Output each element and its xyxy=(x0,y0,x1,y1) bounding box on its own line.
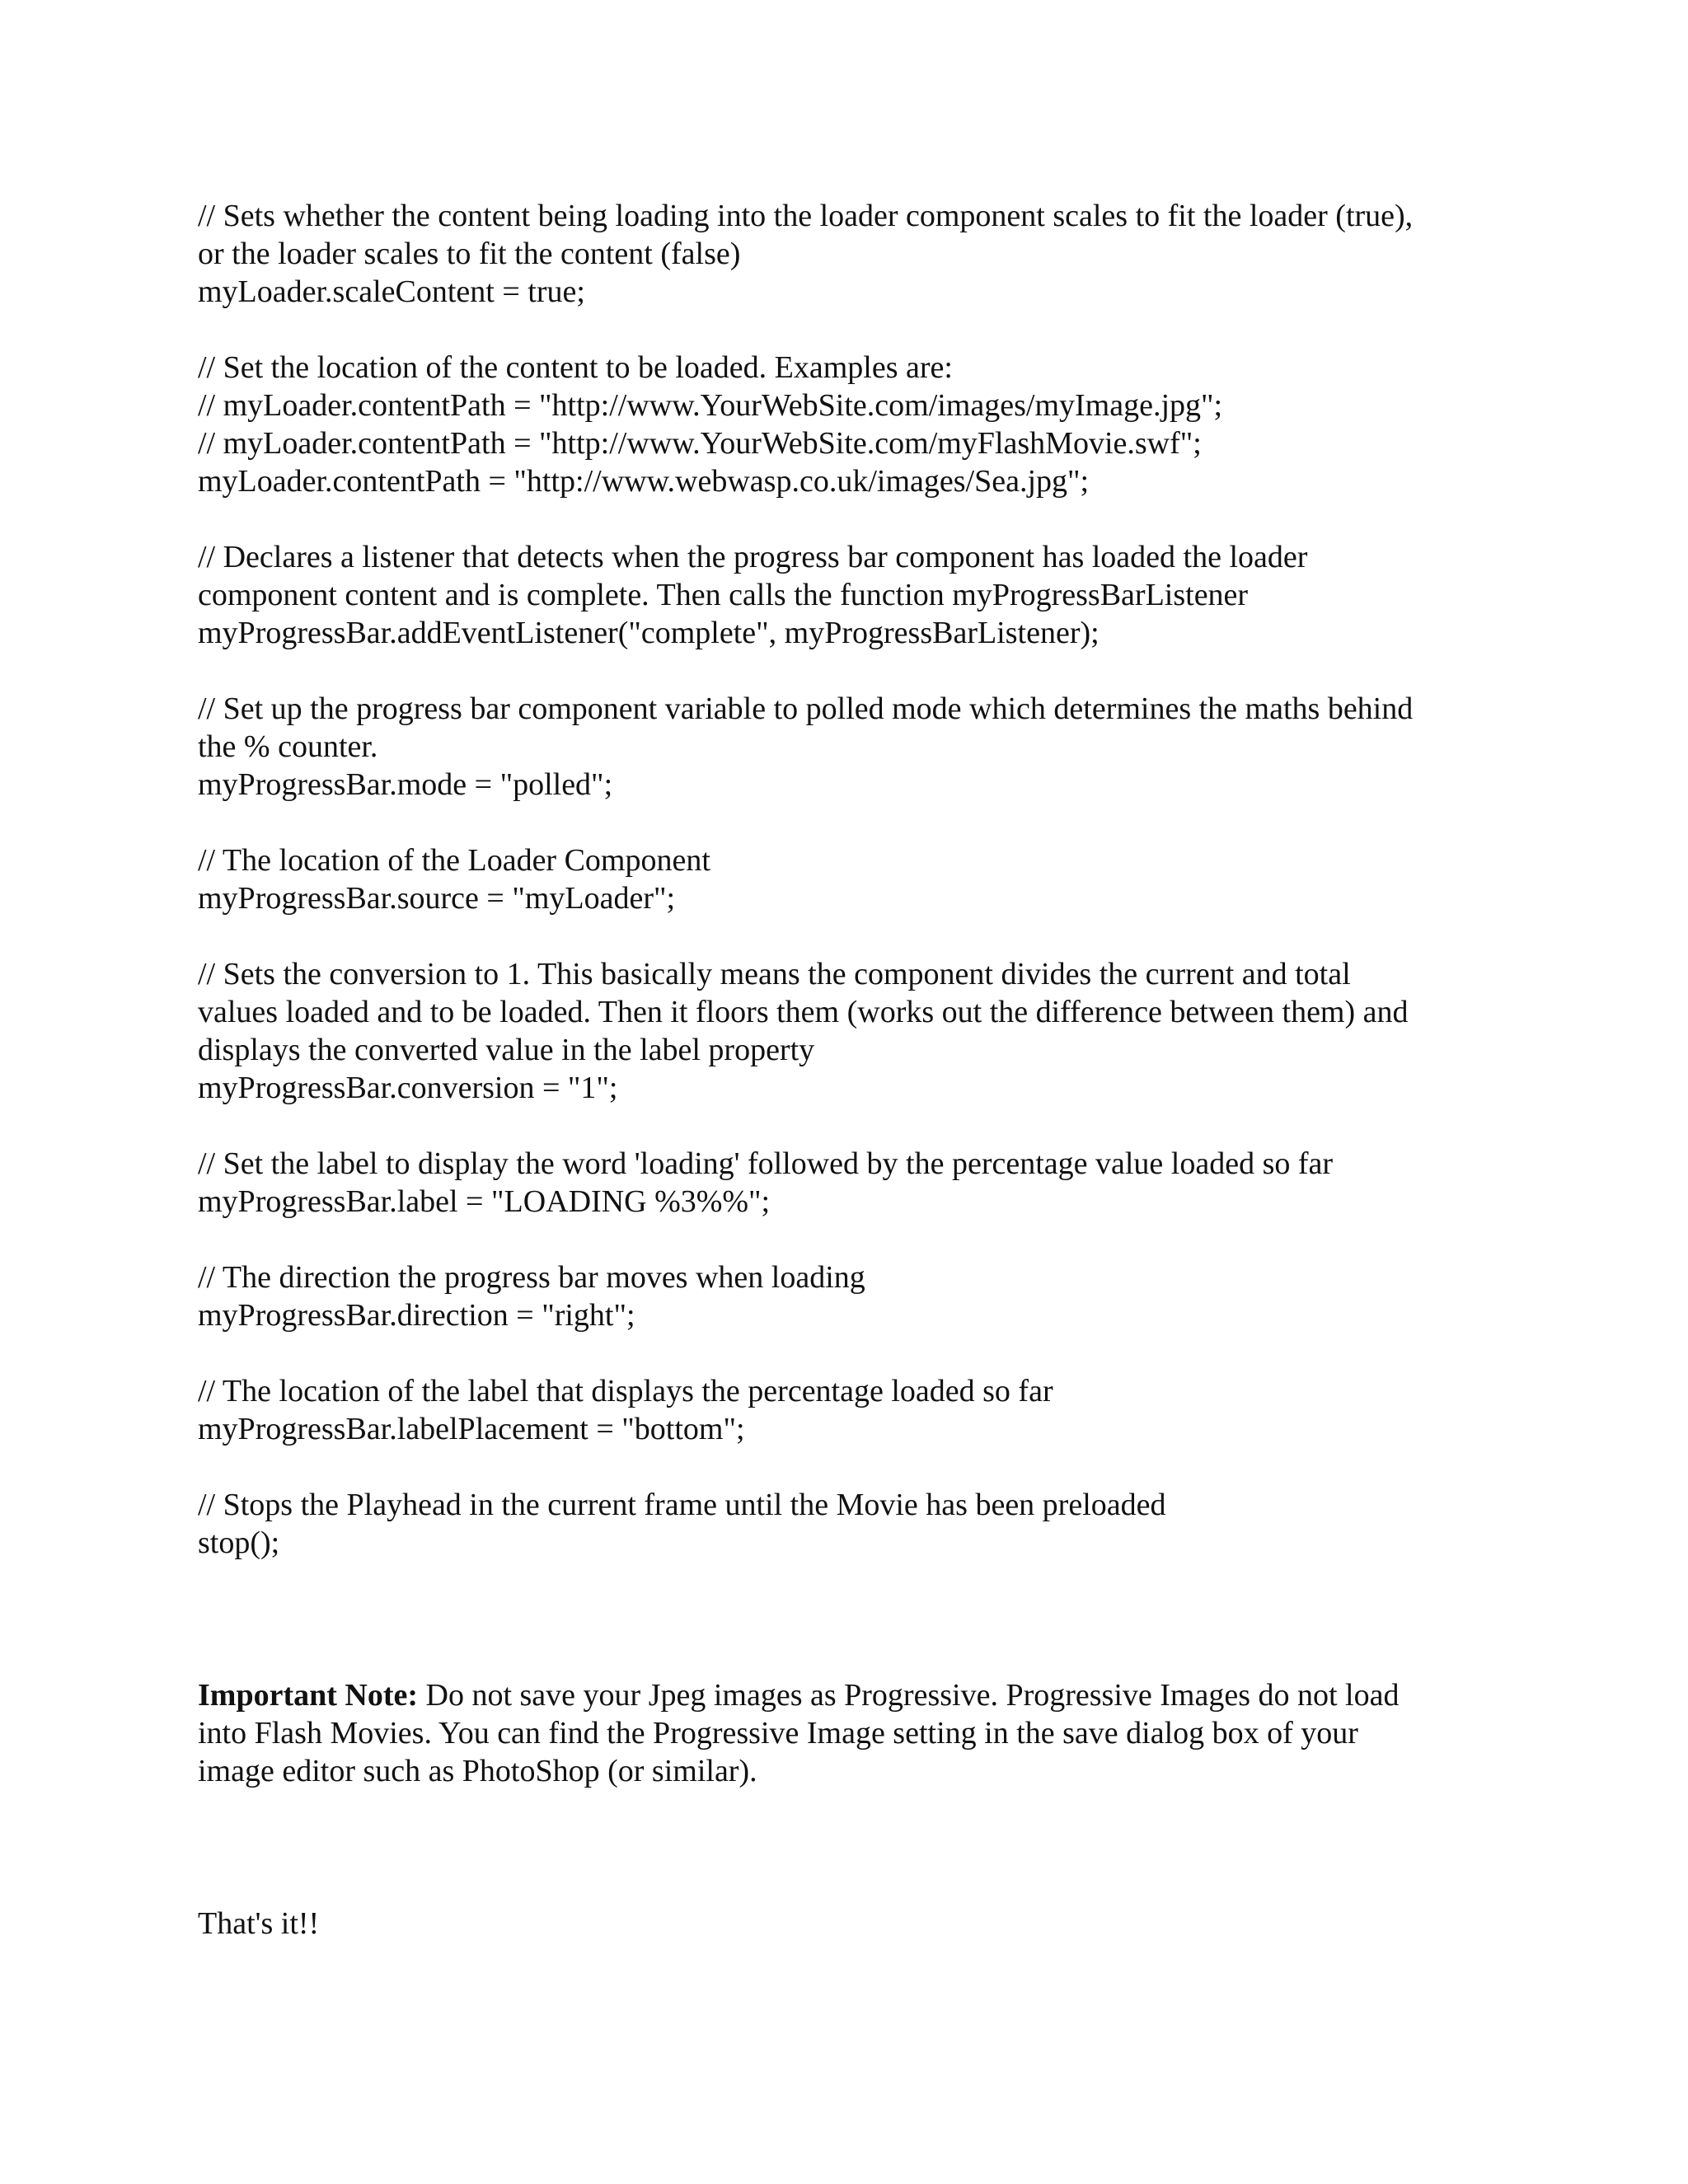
code-line: // Set up the progress bar component variable to polled mode which determines the maths behind xyxy=(198,691,1414,726)
code-line: myLoader.scaleContent = true; xyxy=(198,274,585,309)
note-label: Important Note: xyxy=(198,1678,419,1713)
closing-line: That's it!! xyxy=(198,1906,320,1941)
code-line: or the loader scales to fit the content (false) xyxy=(198,237,741,271)
code-block-stop xyxy=(198,1486,1500,1562)
note-text: image editor such as PhotoShop (or similar). xyxy=(198,1754,757,1788)
code-line: // The location of the Loader Component xyxy=(198,843,710,878)
important-note xyxy=(198,1676,1500,1790)
code-line: displays the converted value in the label property xyxy=(198,1033,815,1067)
code-line: myProgressBar.source = "myLoader"; xyxy=(198,881,676,916)
closing-text xyxy=(198,1905,1500,1943)
note-text: Do not save your Jpeg images as Progressive. Progressive Images do not load xyxy=(418,1678,1400,1713)
code-line: component content and is complete. Then calls the function myProgressBarListener xyxy=(198,578,1249,612)
note-first-line xyxy=(198,1676,1500,1714)
code-line: // Declares a listener that detects when the progress bar component has loaded the loader xyxy=(198,540,1308,574)
code-line: myProgressBar.conversion = "1"; xyxy=(198,1071,618,1105)
code-line: // Stops the Playhead in the current frame until the Movie has been preloaded xyxy=(198,1488,1166,1522)
code-block-conversion xyxy=(198,955,1500,1107)
code-line: // Sets the conversion to 1. This basically means the component divides the current and total xyxy=(198,957,1351,991)
code-line: stop(); xyxy=(198,1526,280,1560)
code-line: myProgressBar.mode = "polled"; xyxy=(198,767,613,802)
code-line: myProgressBar.label = "LOADING %3%%"; xyxy=(198,1184,771,1219)
code-block-scale-content xyxy=(198,197,1500,311)
code-block-direction xyxy=(198,1258,1500,1334)
code-line: // Set the location of the content to be loaded. Examples are: xyxy=(198,350,953,385)
code-line: the % counter. xyxy=(198,729,378,764)
code-line: // The direction the progress bar moves when loading xyxy=(198,1260,865,1295)
code-line: values loaded and to be loaded. Then it floors them (works out the difference between them) and xyxy=(198,995,1409,1029)
code-block-label xyxy=(198,1145,1500,1221)
code-line: myProgressBar.addEventListener("complete", myProgressBarListener); xyxy=(198,616,1100,650)
code-line: // myLoader.contentPath = "http://www.YourWebSite.com/images/myImage.jpg"; xyxy=(198,388,1223,423)
code-line: myProgressBar.labelPlacement = "bottom"; xyxy=(198,1412,745,1446)
note-text: into Flash Movies. You can find the Progressive Image setting in the save dialog box of your xyxy=(198,1716,1358,1750)
code-line: myLoader.contentPath = "http://www.webwasp.co.uk/images/Sea.jpg"; xyxy=(198,464,1090,499)
code-block-content-path xyxy=(198,349,1500,500)
code-line: // Sets whether the content being loading into the loader component scales to fit the loader (true), xyxy=(198,199,1414,233)
code-line: myProgressBar.direction = "right"; xyxy=(198,1298,635,1333)
code-block-mode xyxy=(198,690,1500,804)
code-block-event-listener xyxy=(198,538,1500,652)
document-body xyxy=(198,197,1500,1980)
code-block-source xyxy=(198,841,1500,917)
code-line: // The location of the label that displays the percentage loaded so far xyxy=(198,1374,1053,1408)
code-block-label-placement xyxy=(198,1372,1500,1448)
code-line: // myLoader.contentPath = "http://www.YourWebSite.com/myFlashMovie.swf"; xyxy=(198,426,1202,461)
code-line: // Set the label to display the word 'loading' followed by the percentage value loaded so far xyxy=(198,1146,1334,1181)
